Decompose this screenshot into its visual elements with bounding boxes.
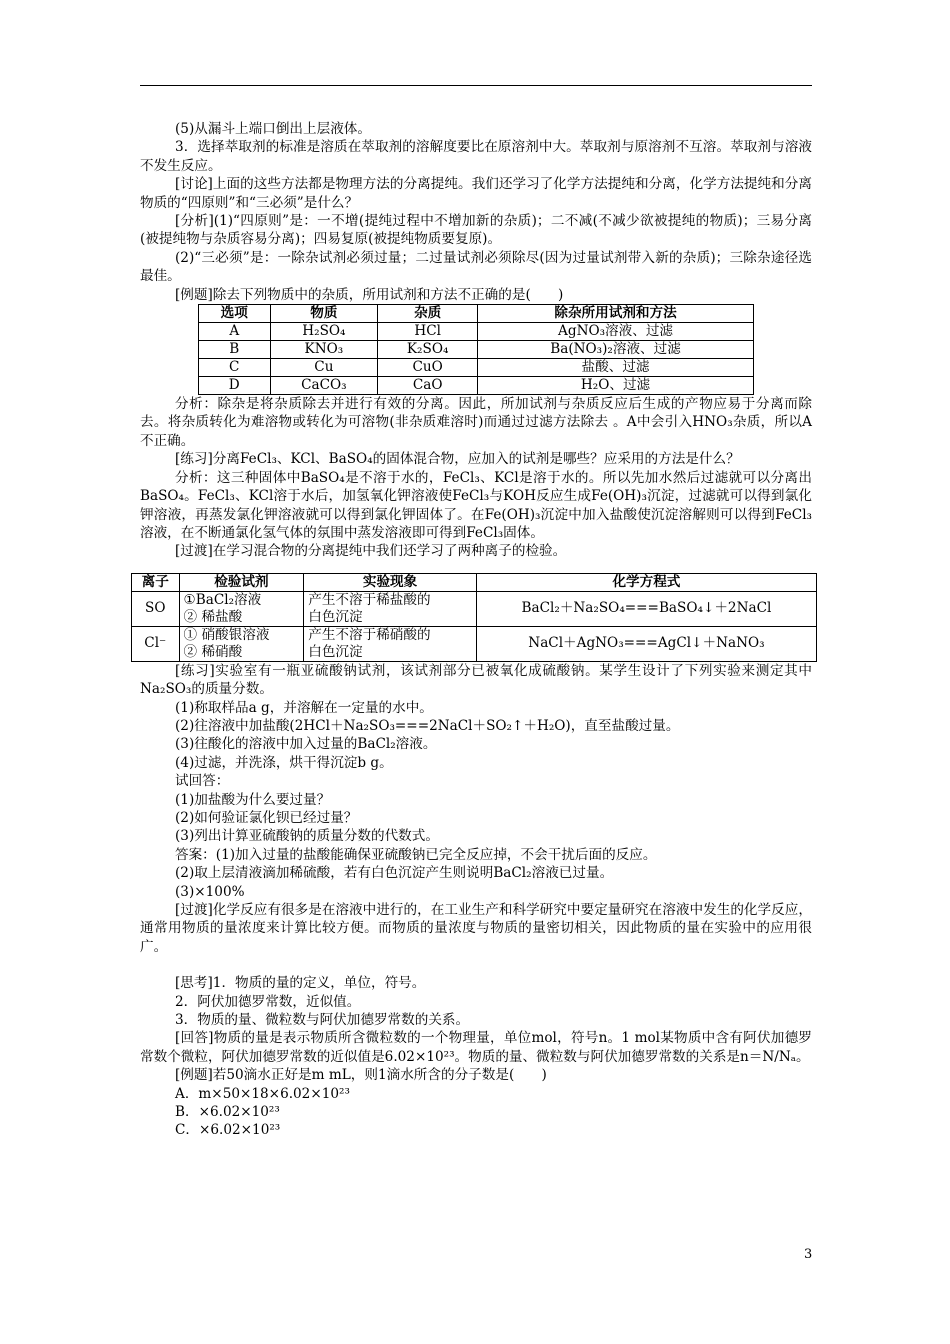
paragraph: (2)往溶液中加盐酸(2HCl＋Na₂SO₃===2NaCl＋SO₂↑＋H₂O)，直至盐酸过量。 xyxy=(175,717,680,734)
paragraph: 2．阿伏加德罗常数，近似值。 xyxy=(175,993,361,1010)
paragraph: (2)取上层清液滴加稀硫酸，若有白色沉淀产生则说明BaCl₂溶液已过量。 xyxy=(175,865,614,882)
table-cell: H₂O、过滤 xyxy=(478,377,754,395)
page-number: 3 xyxy=(804,1247,813,1262)
table-cell: NaCl＋AgNO₃===AgCl↓＋NaNO₃ xyxy=(476,626,816,661)
paragraph: [讨论]上面的这些方法都是物理方法的分离提纯。我们还学习了化学方法提纯和分离，化学方法提纯和分离物质的“四原则”和“三必须”是什么？ xyxy=(140,176,812,211)
paragraph: 3．物质的量、微粒数与阿伏加德罗常数的关系。 xyxy=(175,1012,470,1029)
paragraph: 分析：这三种固体中BaSO₄是不溶于水的，FeCl₃、KCl是溶于水的。所以先加水然后过滤就可以分离出BaSO₄。FeCl₃、KCl溶于水后，加氢氧化钾溶液使FeCl₃与KOH反应生成Fe(OH)₃沉淀，过滤就可以得到氯化钾溶液，再蒸发氯化钾溶液就可以得到氯化钾固体了。在Fe(OH)₃沉淀中加入盐酸使沉淀溶解则可以得到FeCl₃溶液，在不断通氯化氢气体的氛围中蒸发溶液即可得到FeCl₃固体。 xyxy=(140,469,812,541)
impurity-removal-table xyxy=(198,304,754,395)
table-cell: Cl⁻ xyxy=(132,626,180,661)
table-cell: Ba(NO₃)₂溶液、过滤 xyxy=(478,341,754,359)
header-rule xyxy=(140,85,812,86)
paragraph: 答案：(1)加入过量的盐酸能确保亚硫酸钠已完全反应掉，不会干扰后面的反应。 xyxy=(175,846,657,863)
table-cell: CaO xyxy=(378,377,478,395)
section-4 xyxy=(140,974,812,1140)
table-cell: CaCO₃ xyxy=(270,377,378,395)
table-cell: K₂SO₄ xyxy=(378,341,478,359)
table-header-cell: 实验现象 xyxy=(304,573,477,591)
table-cell: CuO xyxy=(378,359,478,377)
table-cell: 盐酸、过滤 xyxy=(478,359,754,377)
table-cell: D xyxy=(199,377,271,395)
table-cell: 产生不溶于稀硝酸的 白色沉淀 xyxy=(304,626,477,661)
paragraph: 分析：除杂是将杂质除去并进行有效的分离。因此，所加试剂与杂质反应后生成的产物应易于分离而除去。将杂质转化为难溶物或转化为可溶物(非杂质难溶时)而通过过滤方法除去 。A中会引入HNO₃杂质，所以A不正确。 xyxy=(140,396,812,449)
table-cell: HCl xyxy=(378,323,478,341)
table-row xyxy=(132,591,817,626)
paragraph: (3)往酸化的溶液中加入过量的BaCl₂溶液。 xyxy=(175,736,437,753)
table-header-row xyxy=(199,305,754,323)
table-cell: ① 硝酸银溶液 ② 稀硝酸 xyxy=(179,626,304,661)
paragraph: [练习]实验室有一瓶亚硫酸钠试剂，该试剂部分已被氧化成硫酸钠。某学生设计了下列实验来测定其中Na₂SO₃的质量分数。 xyxy=(140,662,812,698)
table-header-cell: 除杂所用试剂和方法 xyxy=(478,305,754,323)
paragraph: B．×6.02×10²³ xyxy=(175,1104,280,1121)
paragraph: 试回答： xyxy=(175,773,230,790)
table-cell: Cu xyxy=(270,359,378,377)
paragraph: (3)×100% xyxy=(175,883,245,900)
paragraph: [练习]分离FeCl₃、KCl、BaSO₄的固体混合物，应加入的试剂是哪些？应采用的方法是什么？ xyxy=(175,451,740,468)
paragraph: C．×6.02×10²³ xyxy=(175,1122,281,1139)
paragraph: [思考]1．物质的量的定义，单位，符号。 xyxy=(175,975,426,992)
paragraph: (4)过滤，并洗涤，烘干得沉淀b g。 xyxy=(175,754,393,771)
paragraph: A．m×50×18×6.02×10²³ xyxy=(175,1085,350,1102)
page-content xyxy=(140,120,812,1140)
table-row xyxy=(132,626,817,661)
table-header-cell: 选项 xyxy=(199,305,271,323)
section-2 xyxy=(140,395,812,561)
table-cell: B xyxy=(199,341,271,359)
table-header-cell: 检验试剂 xyxy=(179,573,304,591)
table-header-cell: 物质 xyxy=(270,305,378,323)
paragraph: [例题]若50滴水正好是m mL，则1滴水所含的分子数是( ) xyxy=(175,1067,547,1084)
table-row xyxy=(199,377,754,395)
table-header-cell: 化学方程式 xyxy=(476,573,816,591)
paragraph: (2)“三必须”是：一除杂试剂必须过量；二过量试剂必须除尽(因为过量试剂带入新的杂质)；三除杂途径选最佳。 xyxy=(140,249,812,285)
table-header-row xyxy=(132,573,817,591)
table-cell: 产生不溶于稀盐酸的 白色沉淀 xyxy=(304,591,477,626)
table-row xyxy=(199,341,754,359)
paragraph: [例题]除去下列物质中的杂质，所用试剂和方法不正确的是( ) xyxy=(175,286,564,303)
table-cell: SO xyxy=(132,591,180,626)
paragraph: (3)列出计算亚硫酸钠的质量分数的代数式。 xyxy=(175,828,439,845)
table-cell: H₂SO₄ xyxy=(270,323,378,341)
table-cell: C xyxy=(199,359,271,377)
paragraph: (2)如何验证氯化钡已经过量？ xyxy=(175,809,358,826)
table-header-cell: 杂质 xyxy=(378,305,478,323)
paragraph: [回答]物质的量是表示物质所含微粒数的一个物理量，单位mol，符号n。1 mol某物质中含有阿伏加德罗常数个微粒，阿伏加德罗常数的近似值是6.02×10²³。物质的量、微粒数与阿伏加德罗常数的关系是n＝N/Nₐ。 xyxy=(140,1030,812,1065)
paragraph: [过渡]在学习混合物的分离提纯中我们还学习了两种离子的检验。 xyxy=(175,543,567,560)
paragraph: (1)称取样品a g，并溶解在一定量的水中。 xyxy=(175,699,433,716)
ion-test-table xyxy=(131,573,817,662)
table-cell: ①BaCl₂溶液 ② 稀盐酸 xyxy=(179,591,304,626)
section-1 xyxy=(140,120,812,304)
paragraph: (1)加盐酸为什么要过量？ xyxy=(175,791,331,808)
paragraph: 3．选择萃取剂的标准是溶质在萃取剂的溶解度要比在原溶剂中大。萃取剂与原溶剂不互溶。萃取剂与溶液不发生反应。 xyxy=(140,139,812,174)
table-cell: KNO₃ xyxy=(270,341,378,359)
paragraph: [过渡]化学反应有很多是在溶液中进行的，在工业生产和科学研究中要定量研究在溶液中发生的化学反应，通常用物质的量浓度来计算比较方便。而物质的量浓度与物质的量密切相关，因此物质的量在实验中的应用很广。 xyxy=(140,902,812,955)
table-row xyxy=(199,359,754,377)
table-header-cell: 离子 xyxy=(132,573,180,591)
paragraph: (5)从漏斗上端口倒出上层液体。 xyxy=(175,121,371,137)
table-cell: A xyxy=(199,323,271,341)
table-cell: BaCl₂＋Na₂SO₄===BaSO₄↓＋2NaCl xyxy=(476,591,816,626)
table-cell: AgNO₃溶液、过滤 xyxy=(478,323,754,341)
paragraph: [分析](1)“四原则”是：一不增(提纯过程中不增加新的杂质)；二不减(不减少欲被提纯的物质)；三易分离(被提纯物与杂质容易分离)；四易复原(被提纯物质要复原)。 xyxy=(140,213,812,248)
section-3 xyxy=(140,662,812,957)
table-row xyxy=(199,323,754,341)
